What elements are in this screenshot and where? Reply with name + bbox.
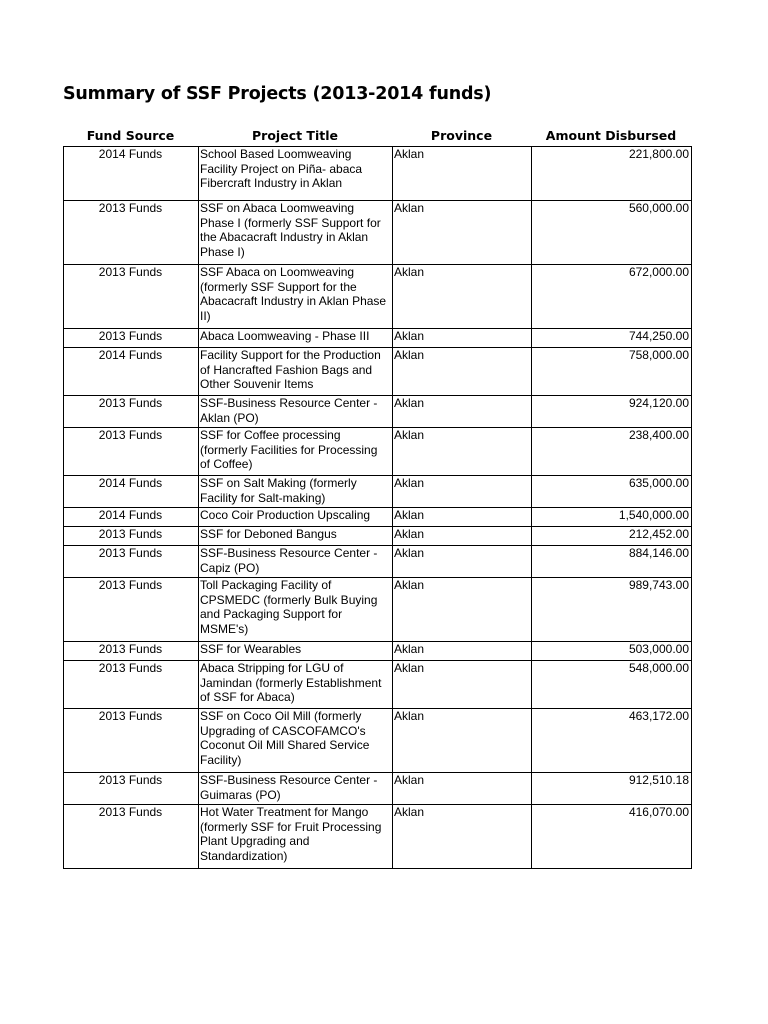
page-title: Summary of SSF Projects (2013-2014 funds) <box>63 84 492 104</box>
province-cell: Aklan <box>393 329 532 348</box>
fund-source-cell: 2013 Funds <box>64 265 199 329</box>
province-cell: Aklan <box>393 265 532 329</box>
table-row <box>64 476 692 508</box>
fund-source-cell: 2013 Funds <box>64 527 199 546</box>
amount-disbursed-cell: 416,070.00 <box>532 805 692 869</box>
amount-disbursed-cell: 744,250.00 <box>532 329 692 348</box>
project-title-cell: SSF on Abaca Loomweaving Phase I (formerly SSF Support for the Abacacraft Industry in Aklan Phase I) <box>199 201 393 265</box>
table-row <box>64 508 692 527</box>
fund-source-cell: 2013 Funds <box>64 805 199 869</box>
table-row <box>64 642 692 661</box>
fund-source-cell: 2014 Funds <box>64 508 199 527</box>
province-cell: Aklan <box>393 805 532 869</box>
table-row <box>64 578 692 642</box>
column-headers <box>63 128 691 145</box>
amount-disbursed-cell: 238,400.00 <box>532 428 692 476</box>
project-title-cell: SSF-Business Resource Center - Guimaras (PO) <box>199 773 393 805</box>
amount-disbursed-cell: 912,510.18 <box>532 773 692 805</box>
amount-disbursed-cell: 503,000.00 <box>532 642 692 661</box>
project-title-cell: SSF Abaca on Loomweaving (formerly SSF Support for the Abacacraft Industry in Aklan Phase II) <box>199 265 393 329</box>
province-cell: Aklan <box>393 527 532 546</box>
fund-source-cell: 2014 Funds <box>64 348 199 396</box>
amount-disbursed-cell: 212,452.00 <box>532 527 692 546</box>
table-row <box>64 348 692 396</box>
project-title-cell: SSF on Coco Oil Mill (formerly Upgrading of CASCOFAMCO's Coconut Oil Mill Shared Service Facility) <box>199 709 393 773</box>
table-row <box>64 805 692 869</box>
table-row <box>64 773 692 805</box>
fund-source-cell: 2013 Funds <box>64 396 199 428</box>
province-cell: Aklan <box>393 709 532 773</box>
amount-disbursed-cell: 635,000.00 <box>532 476 692 508</box>
table-row <box>64 201 692 265</box>
table-row <box>64 396 692 428</box>
province-cell: Aklan <box>393 476 532 508</box>
amount-disbursed-cell: 672,000.00 <box>532 265 692 329</box>
fund-source-cell: 2013 Funds <box>64 578 199 642</box>
table-row <box>64 546 692 578</box>
fund-source-cell: 2013 Funds <box>64 661 199 709</box>
project-title-cell: Hot Water Treatment for Mango (formerly SSF for Fruit Processing Plant Upgrading and Standardization) <box>199 805 393 869</box>
fund-source-cell: 2013 Funds <box>64 329 199 348</box>
amount-disbursed-cell: 548,000.00 <box>532 661 692 709</box>
project-title-cell: Toll Packaging Facility of CPSMEDC (formerly Bulk Buying and Packaging Support for MSME's) <box>199 578 393 642</box>
fund-source-cell: 2014 Funds <box>64 476 199 508</box>
table-row <box>64 329 692 348</box>
table-row <box>64 527 692 546</box>
project-title-cell: SSF-Business Resource Center - Capiz (PO) <box>199 546 393 578</box>
table-row <box>64 147 692 201</box>
province-cell: Aklan <box>393 642 532 661</box>
fund-source-cell: 2014 Funds <box>64 147 199 201</box>
amount-disbursed-cell: 463,172.00 <box>532 709 692 773</box>
header-amount-disbursed: Amount Disbursed <box>545 128 677 143</box>
province-cell: Aklan <box>393 428 532 476</box>
header-fund-source: Fund Source <box>86 128 175 143</box>
amount-disbursed-cell: 1,540,000.00 <box>532 508 692 527</box>
amount-disbursed-cell: 924,120.00 <box>532 396 692 428</box>
fund-source-cell: 2013 Funds <box>64 773 199 805</box>
province-cell: Aklan <box>393 201 532 265</box>
project-title-cell: SSF for Deboned Bangus <box>199 527 393 546</box>
province-cell: Aklan <box>393 661 532 709</box>
amount-disbursed-cell: 884,146.00 <box>532 546 692 578</box>
province-cell: Aklan <box>393 348 532 396</box>
province-cell: Aklan <box>393 396 532 428</box>
project-title-cell: Abaca Stripping for LGU of Jamindan (formerly Establishment of SSF for Abaca) <box>199 661 393 709</box>
project-title-cell: SSF for Wearables <box>199 642 393 661</box>
province-cell: Aklan <box>393 578 532 642</box>
fund-source-cell: 2013 Funds <box>64 642 199 661</box>
header-project-title: Project Title <box>252 128 338 143</box>
province-cell: Aklan <box>393 773 532 805</box>
amount-disbursed-cell: 989,743.00 <box>532 578 692 642</box>
table-row <box>64 265 692 329</box>
fund-source-cell: 2013 Funds <box>64 428 199 476</box>
project-title-cell: School Based Loomweaving Facility Project on Piña- abaca Fibercraft Industry in Aklan <box>199 147 393 201</box>
project-title-cell: SSF on Salt Making (formerly Facility for Salt-making) <box>199 476 393 508</box>
project-title-cell: SSF-Business Resource Center - Aklan (PO) <box>199 396 393 428</box>
header-province: Province <box>430 128 493 143</box>
province-cell: Aklan <box>393 508 532 527</box>
project-title-cell: Coco Coir Production Upscaling <box>199 508 393 527</box>
amount-disbursed-cell: 221,800.00 <box>532 147 692 201</box>
province-cell: Aklan <box>393 546 532 578</box>
table-row <box>64 661 692 709</box>
table-row <box>64 709 692 773</box>
project-title-cell: Abaca Loomweaving - Phase III <box>199 329 393 348</box>
fund-source-cell: 2013 Funds <box>64 546 199 578</box>
fund-source-cell: 2013 Funds <box>64 709 199 773</box>
fund-source-cell: 2013 Funds <box>64 201 199 265</box>
province-cell: Aklan <box>393 147 532 201</box>
amount-disbursed-cell: 560,000.00 <box>532 201 692 265</box>
amount-disbursed-cell: 758,000.00 <box>532 348 692 396</box>
table-row <box>64 428 692 476</box>
project-title-cell: SSF for Coffee processing (formerly Facilities for Processing of Coffee) <box>199 428 393 476</box>
projects-table <box>63 146 692 869</box>
project-title-cell: Facility Support for the Production of Hancrafted Fashion Bags and Other Souvenir Items <box>199 348 393 396</box>
